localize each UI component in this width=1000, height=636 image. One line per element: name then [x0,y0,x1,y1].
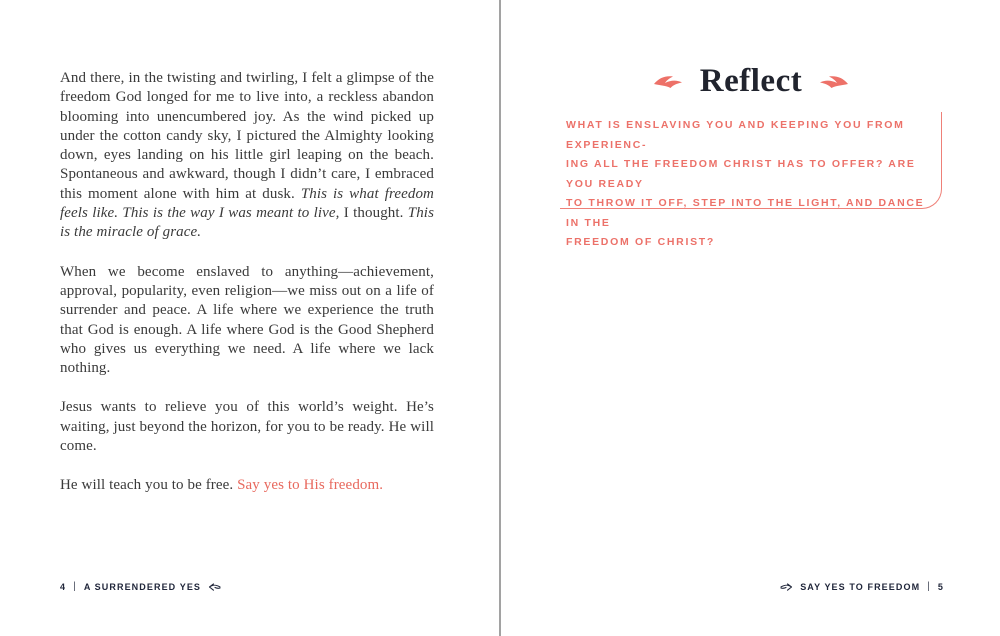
page-gutter-divider [499,0,501,636]
footer-separator: | [927,581,931,592]
left-page-footer [60,581,221,592]
question-line: FREEDOM OF CHRIST? [566,236,716,248]
call-to-action-text: Say yes to His freedom. [237,477,384,494]
paragraph-italic-text: This is what freedom feels like. This is the way I was meant to live, [60,185,434,222]
page-number: 5 [937,581,944,592]
right-page-footer [780,581,944,592]
reflect-question-text [566,116,926,253]
paragraph: Jesus wants to relieve you of this world’s weight. He’s waiting, just beyond the horizon, for you to be ready. He will come. [60,399,434,455]
paragraph: When we become enslaved to anything—achievement, approval, popularity, even religion—we miss out on a life of surrender and peace. A life where we experience the truth that God is enough. A life where God is the Good Shepherd who gives us everything we need. A life where we lack nothing. [60,263,434,377]
left-page-body-text [60,69,434,516]
question-line: ING ALL THE FREEDOM CHRIST HAS TO OFFER? ARE YOU READY [566,158,916,190]
paragraph-italic-text: This is the miracle of grace. [60,205,435,241]
swallow-bird-left-icon [653,74,683,90]
bird-arrow-left-icon [208,582,221,592]
chapter-title: SAY YES TO FREEDOM [800,581,921,592]
paragraph [60,69,434,243]
bird-arrow-right-icon [780,582,793,592]
question-line: WHAT IS ENSLAVING YOU AND KEEPING YOU FROM EXPERIENC- [566,119,905,151]
footer-separator: | [73,581,77,592]
reflect-heading-row [560,63,942,100]
swallow-bird-right-icon [819,74,849,90]
paragraph-text: He will teach you to be free. [60,477,238,494]
paragraph-text: And there, in the twisting and twirling, I felt a glimpse of the freedom God longed for me to live into, a reckless abandon blooming into unencumbered joy. As the wind picked up under the cotton candy sky, I pictured the Almighty looking down, eyes landing on his little girl leaping on the beach. Spontaneous and awkward, though I didn’t care, I embraced this moment alone with him at dusk. [60,70,434,202]
paragraph [60,476,434,495]
page-number: 4 [60,581,67,592]
book-title: A SURRENDERED YES [83,581,202,592]
paragraph-text: I thought. [339,205,408,222]
section-heading: Reflect [699,63,803,99]
question-line: TO THROW IT OFF, STEP INTO THE LIGHT, AND DANCE IN THE [566,197,925,229]
